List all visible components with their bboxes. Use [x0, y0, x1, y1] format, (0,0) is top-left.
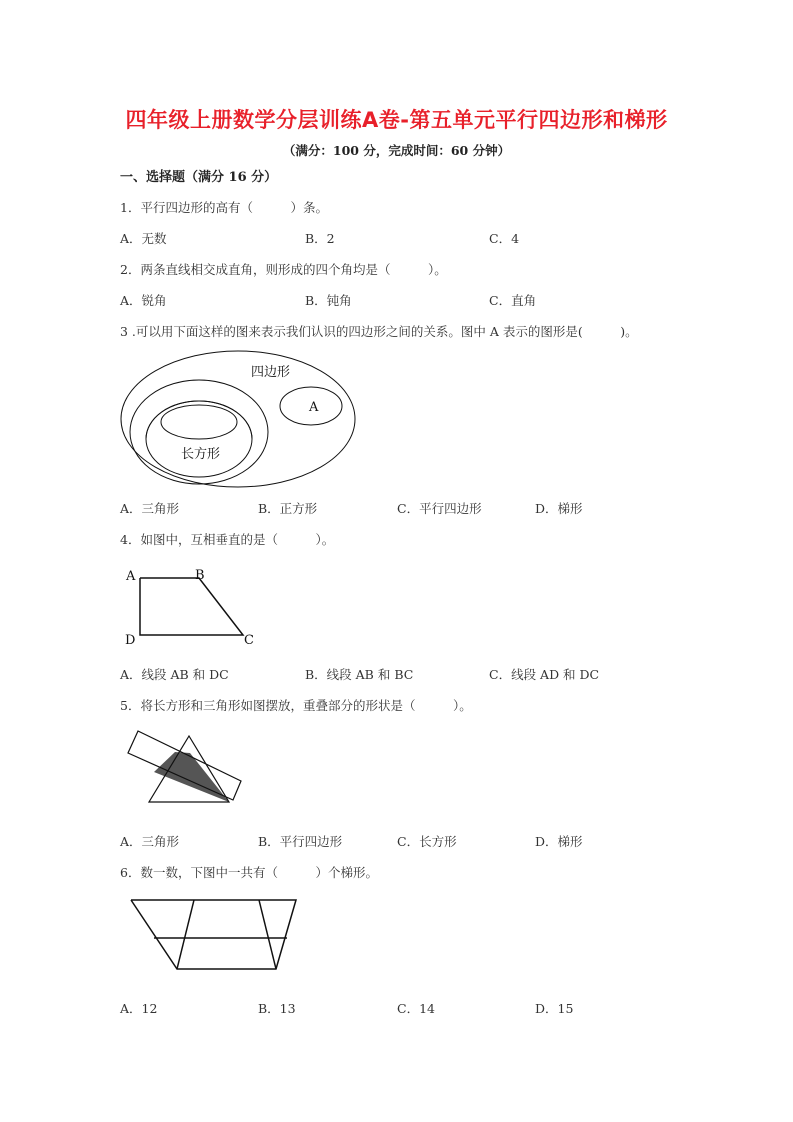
exam-info: （满分：100 分，完成时间：60 分钟）: [282, 143, 511, 158]
question-6: 6．数一数，下图中一共有（ ）个梯形。: [120, 865, 378, 880]
question-1: 1．平行四边形的高有（ ）条。: [120, 200, 328, 215]
q3-option-d[interactable]: D．梯形: [535, 501, 583, 516]
page-title: 四年级上册数学分层训练A卷-第五单元平行四边形和梯形: [125, 108, 668, 132]
q4-option-c[interactable]: C．线段 AD 和 DC: [489, 667, 600, 682]
q5-option-d[interactable]: D．梯形: [535, 834, 583, 849]
rectangle-triangle-overlap-figure: [115, 720, 255, 810]
trapezoid-abcd-figure: [120, 562, 265, 647]
q4-option-a[interactable]: A．线段 AB 和 DC: [120, 667, 229, 682]
label-rectangle: 长方形: [181, 447, 221, 462]
q5-option-b[interactable]: B．平行四边形: [258, 834, 343, 849]
q5-option-c[interactable]: C．长方形: [397, 834, 457, 849]
q2-option-b[interactable]: B．钝角: [305, 293, 352, 308]
question-5: 5．将长方形和三角形如图摆放，重叠部分的形状是（ ）。: [120, 698, 472, 713]
vertex-b: B: [195, 568, 205, 583]
q6-option-d[interactable]: D．15: [535, 1001, 574, 1016]
label-set-a: A: [309, 400, 319, 415]
label-quadrilateral: 四边形: [251, 365, 291, 380]
q5-option-a[interactable]: A．三角形: [120, 834, 180, 849]
q6-option-b[interactable]: B．13: [258, 1001, 296, 1016]
q2-option-c[interactable]: C．直角: [489, 293, 537, 308]
q4-option-b[interactable]: B．线段 AB 和 BC: [305, 667, 414, 682]
vertex-d: D: [125, 633, 136, 648]
vertex-a: A: [126, 569, 136, 584]
q1-option-a[interactable]: A．无数: [120, 231, 167, 246]
q1-option-b[interactable]: B．2: [305, 231, 335, 246]
q6-option-a[interactable]: A．12: [120, 1001, 158, 1016]
q3-option-c[interactable]: C．平行四边形: [397, 501, 482, 516]
question-3: 3 .可以用下面这样的图来表示我们认识的四边形之间的关系。图中 A 表示的图形是( )。: [120, 324, 638, 339]
q3-option-b[interactable]: B．正方形: [258, 501, 318, 516]
vertex-c: C: [244, 633, 254, 648]
section-heading: 一、选择题（满分 16 分）: [120, 170, 278, 185]
question-4: 4．如图中，互相垂直的是（ ）。: [120, 532, 335, 547]
trapezoid-count-figure: [120, 890, 310, 990]
q3-option-a[interactable]: A．三角形: [120, 501, 180, 516]
venn-diagram-figure: [118, 350, 363, 490]
q6-option-c[interactable]: C．14: [397, 1001, 435, 1016]
q1-option-c[interactable]: C．4: [489, 231, 520, 246]
question-2: 2．两条直线相交成直角，则形成的四个角均是（ ）。: [120, 262, 447, 277]
q2-option-a[interactable]: A．锐角: [120, 293, 167, 308]
